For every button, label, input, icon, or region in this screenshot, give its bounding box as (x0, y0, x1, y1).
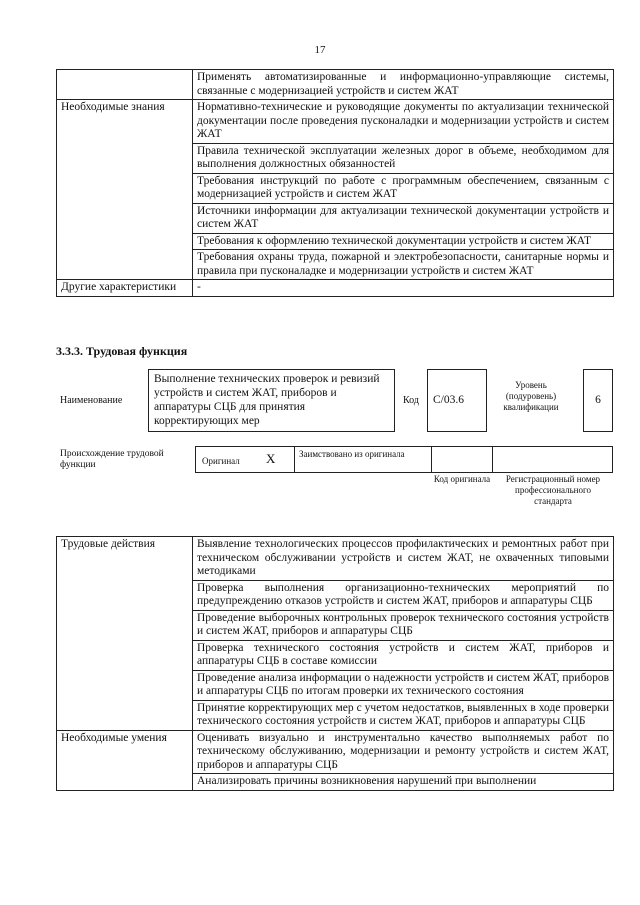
row-item: Источники информации для актуализации технической документации устройств и систем ЖАТ (193, 203, 614, 233)
table-row (57, 70, 614, 100)
origin-label: Происхождение трудовой функции (60, 449, 164, 470)
original-label: Оригинал (202, 456, 240, 466)
table-row (57, 537, 614, 581)
original-mark: X (266, 451, 276, 466)
code-caption: Код оригинала (433, 474, 491, 484)
table-row (57, 100, 614, 144)
code-label: Код (403, 395, 419, 406)
row-label: Другие характеристики (57, 280, 193, 297)
row-item: Выявление технологических процессов профилактических и ремонтных работ при техническом обслуживании устройств и систем ЖАТ, не охваченных типовыми методиками (193, 537, 614, 581)
row-item: Правила технической эксплуатации железных дорог в объеме, необходимом для выполнения должностных обязанностей (193, 143, 614, 173)
section-heading: 3.3.3. Трудовая функция (56, 344, 188, 358)
row-item: Проверка выполнения организационно-технических мероприятий по предупреждению отказов устройств и систем ЖАТ, приборов и аппаратуры СЦБ (193, 580, 614, 610)
name-value-box (148, 369, 395, 432)
level-value: 6 (595, 394, 601, 406)
row-label: Необходимые умения (57, 730, 193, 790)
level-value-box (583, 369, 613, 432)
borrowed-cell (294, 446, 432, 473)
function-name: Выполнение технических проверок и ревизий устройств и систем ЖАТ, приборов и аппаратуры СЦБ для принятия корректирующих мер (154, 373, 380, 427)
row-item: Требования к оформлению технической документации устройств и систем ЖАТ (193, 233, 614, 250)
registration-number-cell (492, 446, 613, 473)
row-label: Трудовые действия (57, 537, 193, 731)
code-value: С/03.6 (433, 394, 464, 406)
row-item: Требования инструкций по работе с программным обеспечением, связанным с модернизацией устройств и систем ЖАТ (193, 173, 614, 203)
row-label (57, 70, 193, 100)
labor-actions-table (56, 536, 614, 791)
code-value-box (427, 369, 487, 432)
row-item: Проведение анализа информации о надежности устройств и систем ЖАТ, приборов и аппаратуры СЦБ по итогам проверки их технического состояния (193, 670, 614, 700)
row-item: Анализировать причины возникновения нарушений при выполнении (193, 774, 614, 791)
row-item: Требования охраны труда, пожарной и электробезопасности, санитарные нормы и правила при пусконаладке и модернизации устройств и систем ЖАТ (193, 250, 614, 280)
row-item: - (193, 280, 614, 297)
table-row (57, 280, 614, 297)
row-item: Проведение выборочных контрольных проверок технического состояния устройств и систем ЖАТ, приборов и аппаратуры СЦБ (193, 610, 614, 640)
original-cell (195, 446, 295, 473)
knowledge-table (56, 69, 614, 297)
row-label: Необходимые знания (57, 100, 193, 280)
row-item: Проверка технического состояния устройств и систем ЖАТ, приборов и аппаратуры СЦБ в составе комиссии (193, 640, 614, 670)
registration-caption: Регистрационный номер профессионального стандарта (505, 474, 601, 506)
table-row (57, 730, 614, 774)
row-item: Оценивать визуально и инструментально качество выполняемых работ по техническому обслуживанию, модернизации и ремонту устройств и систем ЖАТ, приборов и аппаратуры СЦБ (193, 730, 614, 774)
row-item: Принятие корректирующих мер с учетом недостатков, выявленных в ходе проверки технического состояния устройств и систем ЖАТ, приборов и аппаратуры СЦБ (193, 700, 614, 730)
original-code-cell (431, 446, 493, 473)
page-number: 17 (314, 44, 326, 56)
name-label: Наименование (60, 395, 123, 406)
borrowed-label: Заимствовано из оригинала (299, 449, 405, 459)
level-label: Уровень (подуровень) квалификации (503, 380, 559, 412)
row-item: Нормативно-технические и руководящие документы по актуализации технической документации после проведения пусконаладки и модернизации устройств и систем ЖАТ (193, 100, 614, 144)
row-item: Применять автоматизированные и информационно-управляющие системы, связанные с модернизацией устройств и систем ЖАТ (193, 70, 614, 100)
